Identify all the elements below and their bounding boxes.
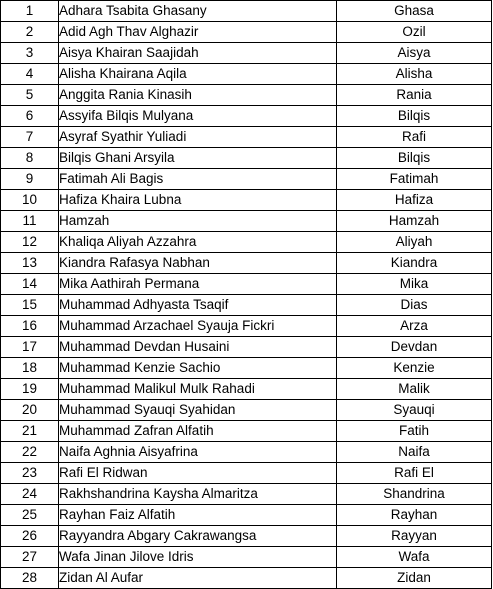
table-row (1, 1, 492, 22)
row-number-cell[interactable]: 8 (1, 148, 59, 169)
nickname-cell[interactable]: Hamzah (337, 211, 492, 232)
row-number-cell[interactable]: 7 (1, 127, 59, 148)
full-name-cell[interactable]: Bilqis Ghani Arsyila (59, 148, 337, 169)
row-number-cell[interactable]: 16 (1, 316, 59, 337)
nickname-cell[interactable]: Hafiza (337, 190, 492, 211)
table-row (1, 85, 492, 106)
full-name-cell[interactable]: Muhammad Zafran Alfatih (59, 421, 337, 442)
nickname-cell[interactable]: Rafi (337, 127, 492, 148)
row-number-cell[interactable]: 21 (1, 421, 59, 442)
table-row (1, 316, 492, 337)
nickname-cell[interactable]: Fatih (337, 421, 492, 442)
table-row (1, 148, 492, 169)
table-row (1, 22, 492, 43)
row-number-cell[interactable]: 10 (1, 190, 59, 211)
full-name-cell[interactable]: Rakhshandrina Kaysha Almaritza (59, 484, 337, 505)
full-name-cell[interactable]: Naifa Aghnia Aisyafrina (59, 442, 337, 463)
full-name-cell[interactable]: Fatimah Ali Bagis (59, 169, 337, 190)
full-name-cell[interactable]: Zidan Al Aufar (59, 568, 337, 589)
full-name-cell[interactable]: Assyifa Bilqis Mulyana (59, 106, 337, 127)
row-number-cell[interactable]: 26 (1, 526, 59, 547)
row-number-cell[interactable]: 13 (1, 253, 59, 274)
nickname-cell[interactable]: Naifa (337, 442, 492, 463)
full-name-cell[interactable]: Rafi El Ridwan (59, 463, 337, 484)
full-name-cell[interactable]: Hafiza Khaira Lubna (59, 190, 337, 211)
table-row (1, 505, 492, 526)
table-row (1, 442, 492, 463)
table-row (1, 484, 492, 505)
nickname-cell[interactable]: Kenzie (337, 358, 492, 379)
nickname-cell[interactable]: Syauqi (337, 400, 492, 421)
full-name-cell[interactable]: Asyraf Syathir Yuliadi (59, 127, 337, 148)
nickname-cell[interactable]: Rayhan (337, 505, 492, 526)
nickname-cell[interactable]: Ozil (337, 22, 492, 43)
row-number-cell[interactable]: 4 (1, 64, 59, 85)
table-row (1, 211, 492, 232)
nickname-cell[interactable]: Rafi El (337, 463, 492, 484)
row-number-cell[interactable]: 20 (1, 400, 59, 421)
nickname-cell[interactable]: Devdan (337, 337, 492, 358)
full-name-cell[interactable]: Anggita Rania Kinasih (59, 85, 337, 106)
row-number-cell[interactable]: 6 (1, 106, 59, 127)
table-row (1, 295, 492, 316)
row-number-cell[interactable]: 15 (1, 295, 59, 316)
table-row (1, 463, 492, 484)
table-row (1, 400, 492, 421)
table-row (1, 274, 492, 295)
nickname-cell[interactable]: Malik (337, 379, 492, 400)
full-name-cell[interactable]: Muhammad Devdan Husaini (59, 337, 337, 358)
row-number-cell[interactable]: 19 (1, 379, 59, 400)
row-number-cell[interactable]: 2 (1, 22, 59, 43)
table-row (1, 337, 492, 358)
row-number-cell[interactable]: 12 (1, 232, 59, 253)
nickname-cell[interactable]: Rayyan (337, 526, 492, 547)
table-row (1, 43, 492, 64)
row-number-cell[interactable]: 18 (1, 358, 59, 379)
full-name-cell[interactable]: Kiandra Rafasya Nabhan (59, 253, 337, 274)
nickname-cell[interactable]: Rania (337, 85, 492, 106)
table-body (1, 1, 492, 589)
table-row (1, 358, 492, 379)
full-name-cell[interactable]: Mika Aathirah Permana (59, 274, 337, 295)
table-row (1, 232, 492, 253)
full-name-cell[interactable]: Adid Agh Thav Alghazir (59, 22, 337, 43)
nickname-cell[interactable]: Dias (337, 295, 492, 316)
table-row (1, 379, 492, 400)
nickname-cell[interactable]: Zidan (337, 568, 492, 589)
nickname-cell[interactable]: Mika (337, 274, 492, 295)
nickname-cell[interactable]: Fatimah (337, 169, 492, 190)
table-row (1, 568, 492, 589)
row-number-cell[interactable]: 17 (1, 337, 59, 358)
row-number-cell[interactable]: 5 (1, 85, 59, 106)
row-number-cell[interactable]: 9 (1, 169, 59, 190)
full-name-cell[interactable]: Muhammad Malikul Mulk Rahadi (59, 379, 337, 400)
table-row (1, 253, 492, 274)
row-number-cell[interactable]: 27 (1, 547, 59, 568)
nickname-cell[interactable]: Kiandra (337, 253, 492, 274)
row-number-cell[interactable]: 22 (1, 442, 59, 463)
row-number-cell[interactable]: 28 (1, 568, 59, 589)
full-name-cell[interactable]: Muhammad Syauqi Syahidan (59, 400, 337, 421)
table-row (1, 421, 492, 442)
nickname-cell[interactable]: Aliyah (337, 232, 492, 253)
row-number-cell[interactable]: 1 (1, 1, 59, 22)
nickname-cell[interactable]: Aisya (337, 43, 492, 64)
nickname-cell[interactable]: Bilqis (337, 106, 492, 127)
nickname-cell[interactable]: Ghasa (337, 1, 492, 22)
table-row (1, 127, 492, 148)
full-name-cell[interactable]: Muhammad Arzachael Syauja Fickri (59, 316, 337, 337)
full-name-cell[interactable]: Muhammad Kenzie Sachio (59, 358, 337, 379)
full-name-cell[interactable]: Alisha Khairana Aqila (59, 64, 337, 85)
row-number-cell[interactable]: 14 (1, 274, 59, 295)
table-row (1, 526, 492, 547)
full-name-cell[interactable]: Adhara Tsabita Ghasany (59, 1, 337, 22)
table-row (1, 190, 492, 211)
row-number-cell[interactable]: 25 (1, 505, 59, 526)
table-row (1, 169, 492, 190)
full-name-cell[interactable]: Rayhan Faiz Alfatih (59, 505, 337, 526)
row-number-cell[interactable]: 23 (1, 463, 59, 484)
nickname-cell[interactable]: Bilqis (337, 148, 492, 169)
full-name-cell[interactable]: Khaliqa Aliyah Azzahra (59, 232, 337, 253)
full-name-cell[interactable]: Aisya Khairan Saajidah (59, 43, 337, 64)
full-name-cell[interactable]: Hamzah (59, 211, 337, 232)
nickname-cell[interactable]: Arza (337, 316, 492, 337)
full-name-cell[interactable]: Wafa Jinan Jilove Idris (59, 547, 337, 568)
row-number-cell[interactable]: 11 (1, 211, 59, 232)
row-number-cell[interactable]: 3 (1, 43, 59, 64)
nickname-cell[interactable]: Shandrina (337, 484, 492, 505)
table-row (1, 547, 492, 568)
row-number-cell[interactable]: 24 (1, 484, 59, 505)
full-name-cell[interactable]: Muhammad Adhyasta Tsaqif (59, 295, 337, 316)
table-row (1, 106, 492, 127)
full-name-cell[interactable]: Rayyandra Abgary Cakrawangsa (59, 526, 337, 547)
nickname-cell[interactable]: Wafa (337, 547, 492, 568)
nickname-cell[interactable]: Alisha (337, 64, 492, 85)
table-row (1, 64, 492, 85)
